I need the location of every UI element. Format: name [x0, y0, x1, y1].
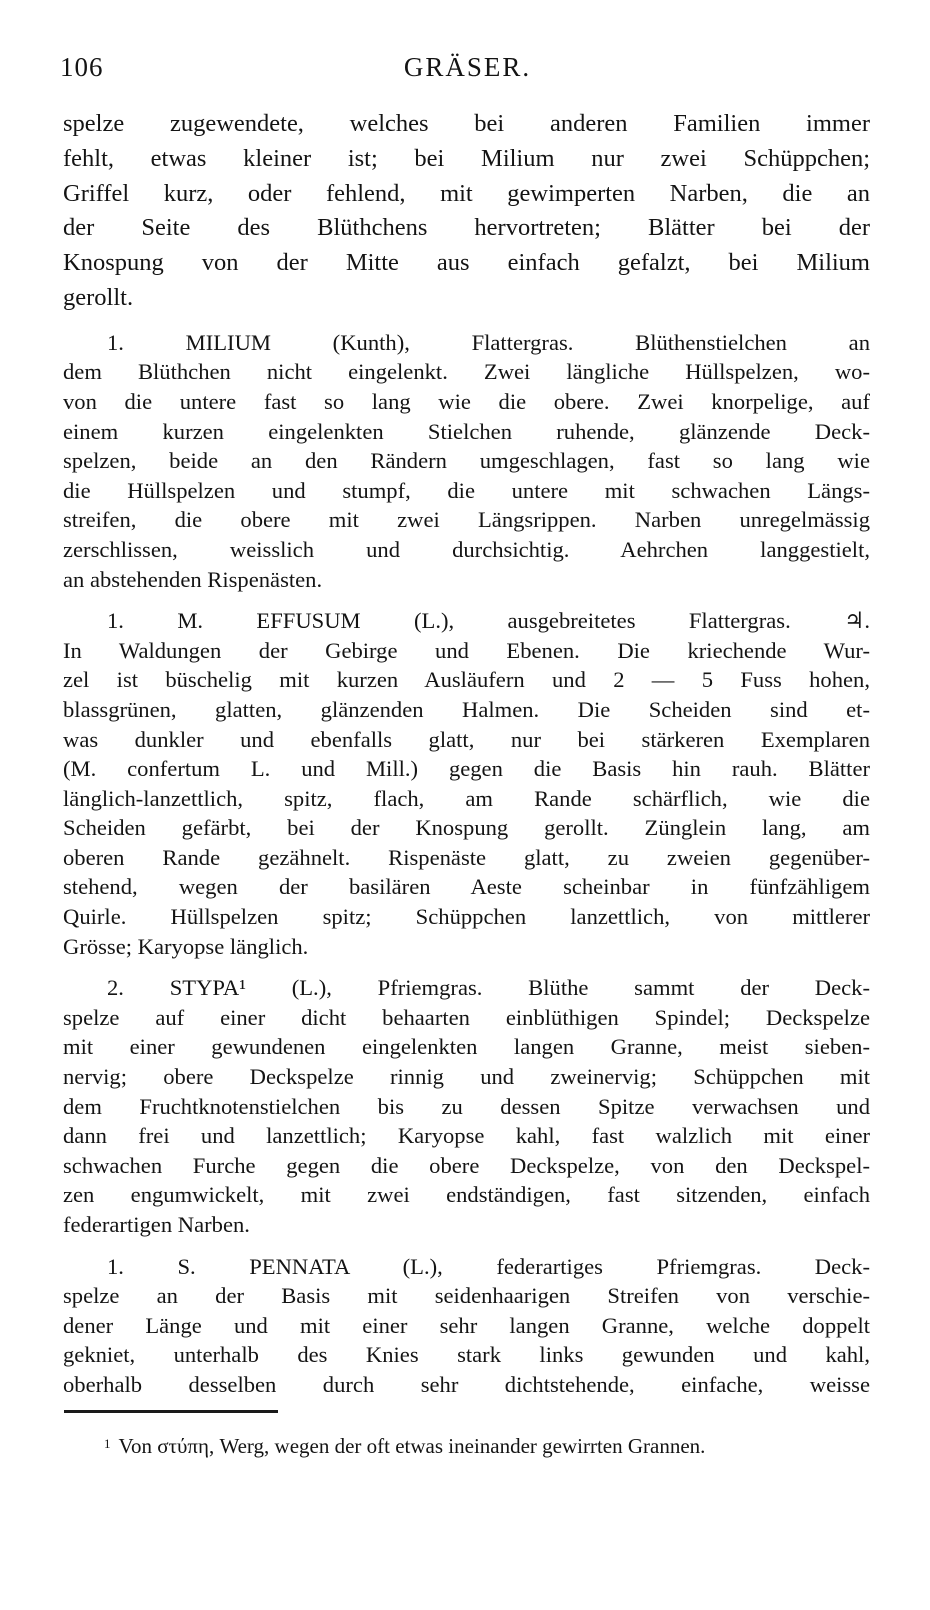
running-title: GRÄSER.	[403, 52, 532, 82]
text-line: schwachen Furche gegen die obere Deckspelze, von den Deckspel-	[63, 1152, 870, 1178]
text-line: dener Länge und mit einer sehr langen Granne, welche doppelt	[63, 1312, 870, 1338]
text-line: spelzen, beide an den Rändern umgeschlagen, fast so lang wie	[63, 448, 870, 474]
genus-milium-description	[63, 328, 870, 594]
text-line: spelze auf einer dicht behaarten einblüthigen Spindel; Deckspelze	[63, 1004, 870, 1030]
text-line: 1. S. PENNATA (L.), federartiges Pfriemgras. Deck-	[107, 1253, 870, 1279]
text-line: In Waldungen der Gebirge und Ebenen. Die kriechende Wur-	[63, 637, 870, 663]
text-line: dem Fruchtknotenstielchen bis zu dessen Spitze verwachsen und	[63, 1093, 870, 1119]
species-stypa-pennata	[63, 1252, 870, 1400]
page-number: 106	[60, 52, 104, 82]
text-line: Grösse; Karyopse länglich.	[63, 933, 309, 959]
text-line: gerollt.	[63, 283, 134, 311]
text-line: der Seite des Blüthchens hervortreten; Blätter bei der	[63, 214, 870, 242]
text-line: gekniet, unterhalb des Knies stark links gewunden und kahl,	[63, 1342, 870, 1368]
footnote	[104, 1434, 874, 1459]
text-line: 1. M. EFFUSUM (L.), ausgebreitetes Flattergras. ♃.	[107, 608, 870, 634]
footnote-text: Von στύπη, Werg, wegen der oft etwas ineinander gewirrten Grannen.	[118, 1434, 706, 1458]
text-line: nervig; obere Deckspelze rinnig und zweinervig; Schüppchen mit	[63, 1064, 870, 1090]
text-line: Griffel kurz, oder fehlend, mit gewimperten Narben, die an	[63, 179, 870, 207]
text-line: oberen Rande gezähnelt. Rispenäste glatt, zu zweien gegenüber-	[63, 844, 870, 870]
text-line: zel ist büschelig mit kurzen Ausläufern und 2 — 5 Fuss hohen,	[63, 667, 870, 693]
genus-stypa-description	[63, 973, 870, 1239]
text-line: zerschlissen, weisslich und durchsichtig. Aehrchen langgestielt,	[63, 536, 870, 562]
text-line: dann frei und lanzettlich; Karyopse kahl, fast walzlich mit einer	[63, 1123, 870, 1149]
text-line: von die untere fast so lang wie die obere. Zwei knorpelige, auf	[63, 388, 870, 414]
paragraph-continuation	[63, 107, 870, 316]
species-milium-effusum	[63, 606, 870, 961]
text-line: fehlt, etwas kleiner ist; bei Milium nur zwei Schüppchen;	[63, 144, 870, 172]
footnote-rule	[64, 1410, 278, 1413]
text-line: Knospung von der Mitte aus einfach gefalzt, bei Milium	[63, 249, 870, 277]
text-line: mit einer gewundenen eingelenkten langen Granne, meist sieben-	[63, 1034, 870, 1060]
text-line: die Hüllspelzen und stumpf, die untere mit schwachen Längs-	[63, 477, 870, 503]
text-line: Scheiden gefärbt, bei der Knospung gerollt. Zünglein lang, am	[63, 815, 870, 841]
text-line: zen engumwickelt, mit zwei endständigen, fast sitzenden, einfach	[63, 1182, 870, 1208]
text-line: oberhalb desselben durch sehr dichtstehende, einfache, weisse	[63, 1371, 870, 1397]
text-line: länglich-lanzettlich, spitz, flach, am Rande schärflich, wie die	[63, 785, 870, 811]
text-line: spelze zugewendete, welches bei anderen Familien immer	[63, 110, 870, 137]
page-body	[63, 107, 870, 1412]
footnote-marker: 1	[104, 1436, 111, 1451]
text-line: was dunkler und ebenfalls glatt, nur bei stärkeren Exemplaren	[63, 726, 870, 752]
running-header	[60, 52, 875, 92]
text-line: einem kurzen eingelenkten Stielchen ruhende, glänzende Deck-	[63, 418, 870, 444]
text-line: federartigen Narben.	[63, 1212, 250, 1237]
text-line: blassgrünen, glatten, glänzenden Halmen. Die Scheiden sind et-	[63, 696, 870, 722]
text-line: stehend, wegen der basilären Aeste scheinbar in fünfzähligem	[63, 874, 870, 900]
text-line: (M. confertum L. und Mill.) gegen die Basis hin rauh. Blätter	[63, 756, 870, 782]
text-line: dem Blüthchen nicht eingelenkt. Zwei längliche Hüllspelzen, wo-	[63, 359, 870, 385]
text-line: spelze an der Basis mit seidenhaarigen Streifen von verschie-	[63, 1283, 870, 1309]
text-line: Quirle. Hüllspelzen spitz; Schüppchen lanzettlich, von mittlerer	[63, 904, 870, 930]
text-line: 1. MILIUM (Kunth), Flattergras. Blüthenstielchen an	[107, 329, 870, 355]
text-line: an abstehenden Rispenästen.	[63, 566, 323, 592]
text-line: streifen, die obere mit zwei Längsrippen. Narben unregelmässig	[63, 507, 870, 533]
text-line: 2. STYPA¹ (L.), Pfriemgras. Blüthe sammt der Deck-	[107, 975, 870, 1001]
